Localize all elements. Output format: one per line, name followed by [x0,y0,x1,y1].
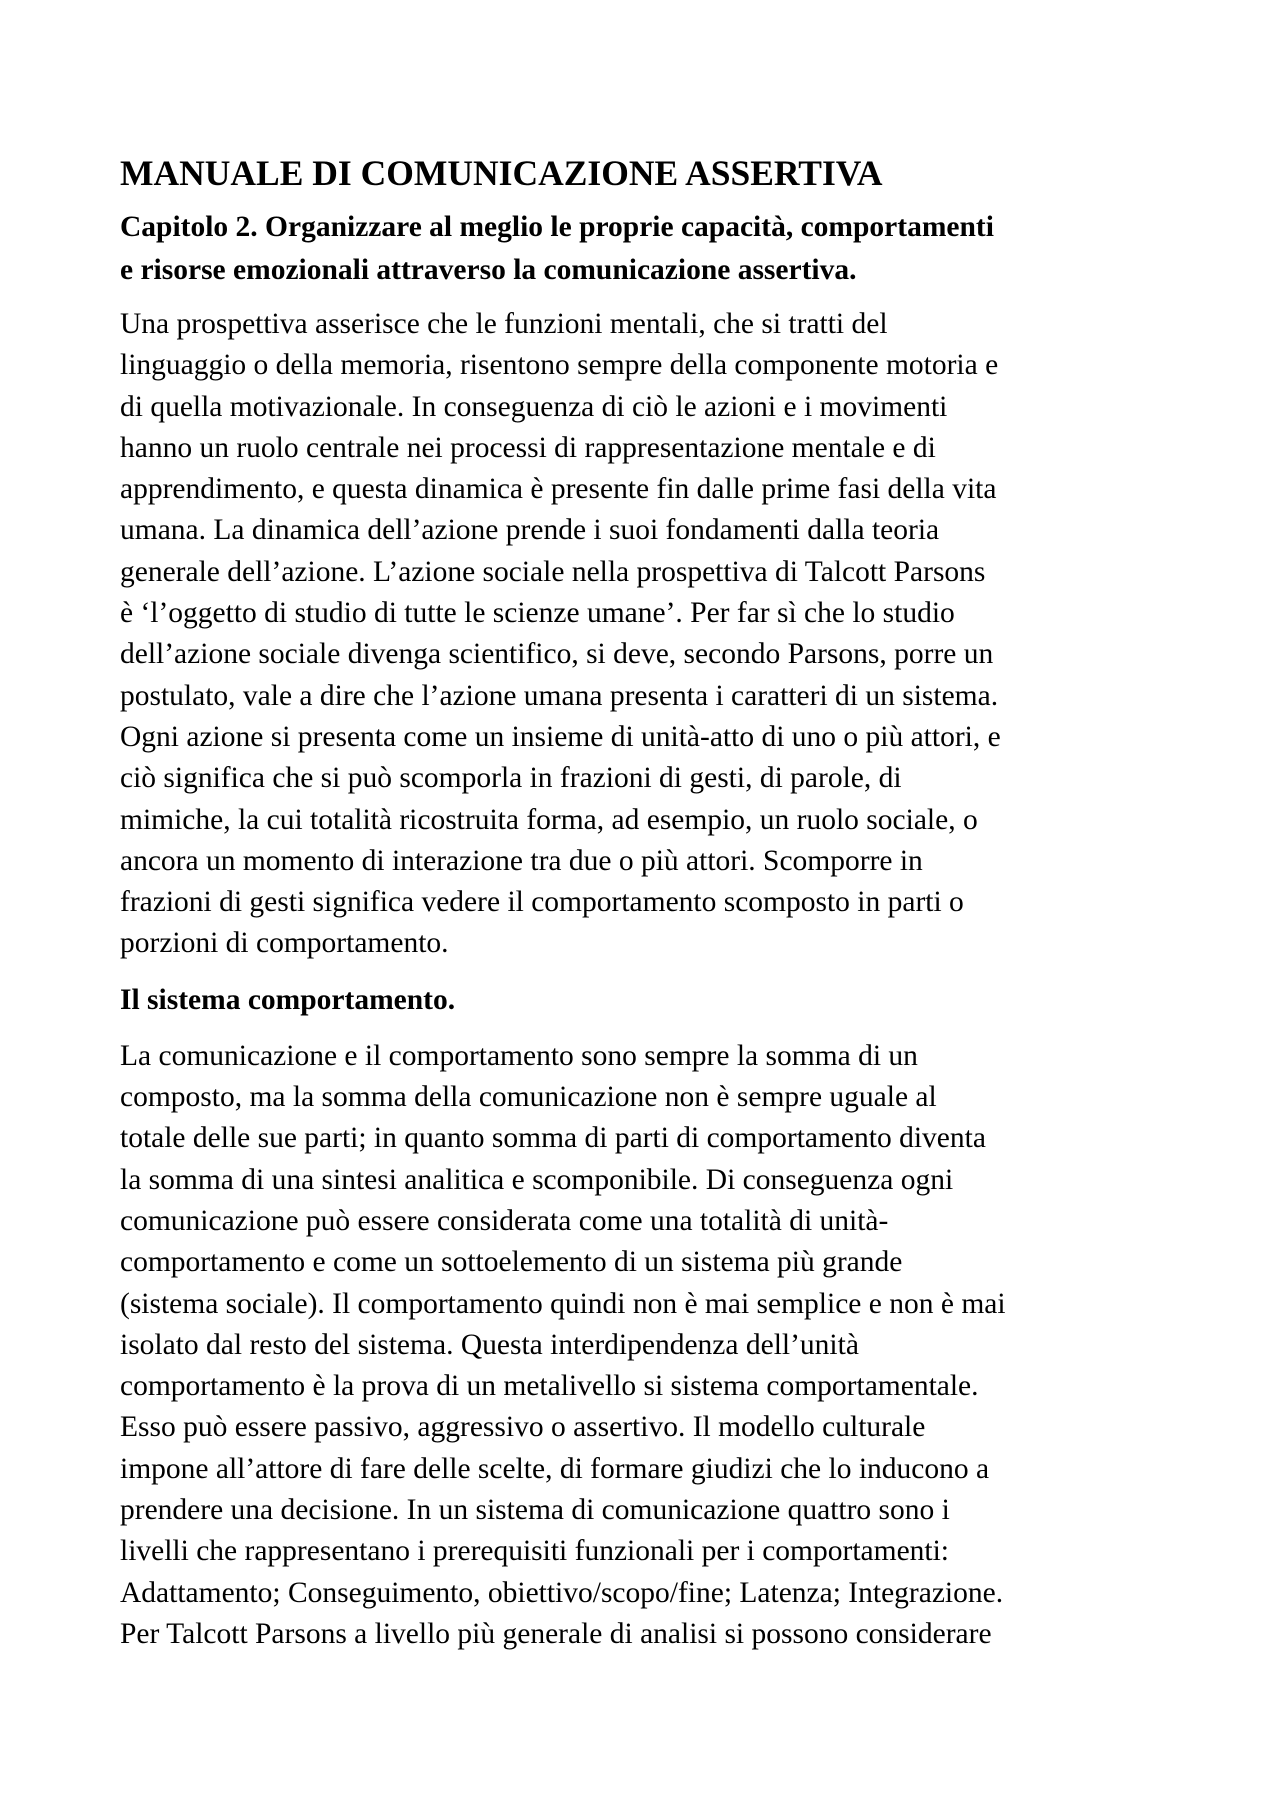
paragraph-line: ancora un momento di interazione tra due o più attori. Scomporre in [120,844,923,877]
paragraph-line: La comunicazione e il comportamento sono sempre la somma di un [120,1039,918,1072]
paragraph-line: Esso può essere passivo, aggressivo o assertivo. Il modello culturale [120,1411,926,1444]
paragraph-line: la somma di una sintesi analitica e scomponibile. Di conseguenza ogni [120,1163,954,1196]
paragraph-line: generale dell’azione. L’azione sociale nella prospettiva di Talcott Parsons [120,555,986,588]
paragraph-line: isolato dal resto del sistema. Questa interdipendenza dell’unità [120,1328,859,1361]
paragraph-line: apprendimento, e questa dinamica è presente fin dalle prime fasi della vita [120,473,997,506]
paragraph-line: Una prospettiva asserisce che le funzioni mentali, che si tratti del [120,308,888,340]
paragraph-line: Per Talcott Parsons a livello più generale di analisi si possono considerare [120,1617,992,1650]
document-title: MANUALE DI COMUNICAZIONE ASSERTIVA [120,153,883,193]
document-page [120,150,1165,1669]
paragraph-line: hanno un ruolo centrale nei processi di rappresentazione mentale e di [120,431,936,464]
paragraph-line: comunicazione può essere considerata come una totalità di unità- [120,1204,889,1237]
paragraph-line: comportamento e come un sottoelemento di un sistema più grande [120,1246,903,1279]
paragraph-1 [120,304,1165,965]
paragraph-line: Ogni azione si presenta come un insieme di unità-atto di uno o più attori, e [120,720,1001,753]
paragraph-line: totale delle sue parti; in quanto somma di parti di comportamento diventa [120,1122,986,1155]
paragraph-line: Adattamento; Conseguimento, obiettivo/scopo/fine; Latenza; Integrazione. [120,1576,1004,1609]
chapter-heading-line: e risorse emozionali attraverso la comunicazione assertiva. [120,254,857,286]
paragraph-line: porzioni di comportamento. [120,927,449,960]
chapter-heading-line: Capitolo 2. Organizzare al meglio le proprie capacità, comportamenti [120,211,994,243]
paragraph-line: di quella motivazionale. In conseguenza di ciò le azioni e i movimenti [120,390,948,423]
paragraph-line: umana. La dinamica dell’azione prende i suoi fondamenti dalla teoria [120,514,940,547]
paragraph-2 [120,1036,1165,1655]
paragraph-line: livelli che rappresentano i prerequisiti funzionali per i comportamenti: [120,1535,949,1568]
section-heading: Il sistema comportamento. [120,983,456,1016]
paragraph-line: comportamento è la prova di un metalivello si sistema comportamentale. [120,1370,979,1403]
chapter-heading [120,206,1165,292]
paragraph-line: frazioni di gesti significa vedere il comportamento scomposto in parti o [120,886,964,919]
paragraph-line: (sistema sociale). Il comportamento quindi non è mai semplice e non è mai [120,1287,1006,1320]
paragraph-line: impone all’attore di fare delle scelte, di formare giudizi che lo inducono a [120,1452,990,1485]
paragraph-line: linguaggio o della memoria, risentono sempre della componente motoria e [120,349,999,382]
paragraph-line: dell’azione sociale divenga scientifico, si deve, secondo Parsons, porre un [120,638,994,671]
paragraph-line: postulato, vale a dire che l’azione umana presenta i caratteri di un sistema. [120,679,999,712]
paragraph-line: mimiche, la cui totalità ricostruita forma, ad esempio, un ruolo sociale, o [120,803,978,836]
paragraph-line: ciò significa che si può scomporla in frazioni di gesti, di parole, di [120,762,902,795]
paragraph-line: prendere una decisione. In un sistema di comunicazione quattro sono i [120,1494,950,1527]
paragraph-line: è ‘l’oggetto di studio di tutte le scienze umane’. Per far sì che lo studio [120,597,955,630]
paragraph-line: composto, ma la somma della comunicazione non è sempre uguale al [120,1081,937,1114]
